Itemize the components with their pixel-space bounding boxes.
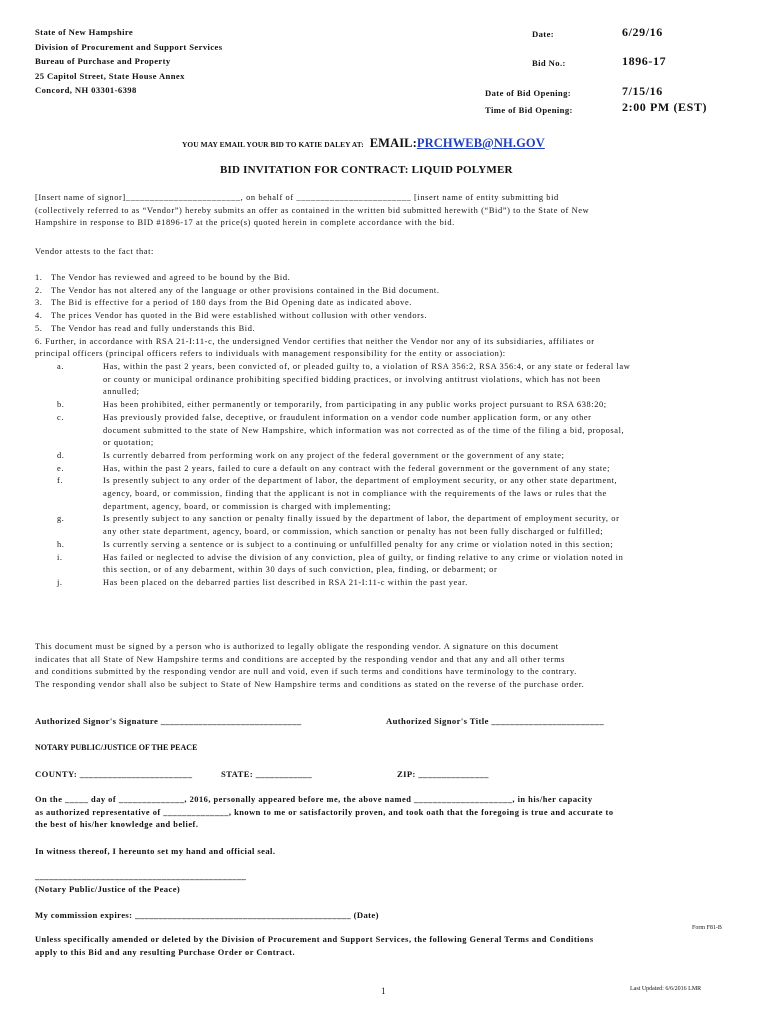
last-updated: Last Updated: 6/6/2016 LMR — [630, 986, 702, 992]
subitem-line: this section, or of any debarment, within 30 days of such conviction, plea, finding, or debarment; or — [103, 565, 498, 575]
list-number: 3. — [35, 298, 43, 308]
subitem-line: Is currently serving a sentence or is subject to a continuing or unfulfilled penalty for any crime or violation noted in this section; — [103, 539, 614, 549]
bid-opening-date-label: Date of Bid Opening: — [485, 88, 572, 98]
subitem — [35, 412, 735, 450]
on-the-line: the best of his/her knowledge and belief. — [35, 820, 199, 829]
subitem-letter: f. — [57, 476, 64, 486]
subitem-line: Is presently subject to any order of the department of labor, the department of employment security, or any other state department, — [103, 476, 618, 486]
on-the-line: as authorized representative of ______________, known to me or satisfactorily proven, and took oath that the foregoing is true and accurate to — [35, 807, 614, 817]
subitem-line: any other state department, agency, board, or commission, which sanction or penalty has not been fully discharged or fulfilled; — [103, 527, 604, 537]
notary-signature-line[interactable]: _____________________________________________ — [35, 871, 247, 881]
subitem — [35, 463, 735, 476]
email-instruction — [182, 136, 545, 151]
bid-no-value: 1896-17 — [622, 54, 667, 68]
state-field[interactable]: STATE: ____________ — [221, 769, 313, 779]
subitem-line: Has failed or neglected to advise the division of any conviction, plea of guilty, or finding relative to any crime or violation noted in — [103, 552, 624, 562]
subitem — [35, 399, 735, 412]
closing-paragraph — [35, 641, 735, 692]
list-text: The Vendor has not altered any of the language or other provisions contained in the Bid document. — [51, 285, 440, 295]
list-number: 4. — [35, 311, 43, 321]
intro-paragraph — [35, 192, 735, 230]
date-value: 6/29/16 — [622, 25, 663, 39]
list-item — [35, 310, 735, 323]
date-label: Date: — [532, 29, 555, 39]
list-number: 2. — [35, 285, 43, 295]
general-terms-line: apply to this Bid and any resulting Purchase Order or Contract. — [35, 947, 296, 957]
closing-line: The responding vendor shall also be subject to State of New Hampshire terms and conditions as stated on the reverse of the purchase order. — [35, 680, 585, 690]
subitem-line: Is currently debarred from performing work on any project of the federal government or the government of any state; — [103, 450, 565, 460]
subitem-line: or quotation; — [103, 438, 154, 448]
subitem-line: or county or municipal ordinance prohibiting specified bidding practices, or involving antitrust violations, which has not been — [103, 374, 601, 384]
intro-line: Hampshire in response to BID #1896-17 at the price(s) quoted herein in complete accordance with the bid. — [35, 218, 455, 228]
list-item — [35, 285, 735, 298]
bid-no-label: Bid No.: — [532, 58, 566, 68]
closing-line: indicates that all State of New Hampshire terms and conditions are accepted by the responding vendor and that any and all other terms — [35, 654, 566, 664]
agency-address — [35, 25, 223, 98]
item-6-line: principal officers (principal officers refers to individuals with management responsibility for the entity or association): — [35, 349, 506, 359]
document-title: BID INVITATION FOR CONTRACT: LIQUID POLYMER — [220, 164, 513, 176]
agency-line: Bureau of Purchase and Property — [35, 56, 171, 66]
county-field[interactable]: COUNTY: ________________________ — [35, 769, 193, 779]
list-text: The Vendor has reviewed and agreed to be bound by the Bid. — [51, 273, 291, 282]
general-terms — [35, 934, 745, 959]
subitem-line: department, agency, board, or commission is charged with implementing; — [103, 501, 392, 511]
commission-field[interactable]: My commission expires: ______________________________________________ (Date) — [35, 910, 379, 920]
list-text: The prices Vendor has quoted in the Bid were established without collusion with other vendors. — [51, 311, 428, 321]
subitem-line: Is presently subject to any sanction or penalty finally issued by the department of labor, the department of employment security, or — [103, 514, 620, 524]
list-item — [35, 272, 735, 285]
subitem — [35, 513, 735, 538]
subitem — [35, 577, 735, 590]
attests-heading: Vendor attests to the fact that: — [35, 247, 154, 256]
closing-line: This document must be signed by a person who is authorized to legally obligate the responding vendor. A signature on this document — [35, 642, 559, 651]
intro-line: [Insert name of signor]________________________, on behalf of ________________________ [insert name of entity submitting bid — [35, 193, 559, 202]
agency-line: Concord, NH 03301-6398 — [35, 85, 137, 95]
agency-line: Division of Procurement and Support Services — [35, 41, 223, 52]
bid-opening-time-value: 2:00 PM (EST) — [622, 100, 708, 114]
subitem — [35, 450, 735, 463]
on-the-line: On the _____ day of ______________, 2016, personally appeared before me, the above named _____________________, in his/her capacity — [35, 795, 593, 804]
email-prefix: YOU MAY EMAIL YOUR BID TO KATIE DALEY AT: — [182, 140, 364, 149]
general-terms-line: Unless specifically amended or deleted by the Division of Procurement and Support Services, the following General Terms and Conditions — [35, 935, 594, 944]
subitem-letter: j. — [57, 577, 63, 587]
subitem-letter: b. — [57, 400, 65, 410]
list-number: 5. — [35, 323, 43, 333]
closing-line: and conditions submitted by the responding vendor are null and void, even if such terms and conditions have terminology to the contrary. — [35, 667, 577, 677]
email-link[interactable]: PRCHWEB@NH.GOV — [416, 136, 545, 150]
subitem-line: Has, within the past 2 years, failed to cure a default on any contract with the federal government or the government of any state; — [103, 463, 611, 473]
attests-list — [35, 272, 735, 361]
zip-field[interactable]: ZIP: _______________ — [397, 769, 489, 779]
subitem-line: Has been placed on the debarred parties list described in RSA 21-I:11-c within the past year. — [103, 577, 468, 587]
subitem-letter: i. — [57, 552, 63, 562]
list-text: The Bid is effective for a period of 180 days from the Bid Opening date as indicated above. — [51, 298, 412, 308]
subitem-line: agency, board, or commission, finding that the applicant is not in compliance with the requirements of the laws or rules that the — [103, 489, 607, 499]
form-number: Form F81-B — [692, 925, 722, 931]
list-number: 1. — [35, 273, 43, 282]
subitem-line: Has previously provided false, deceptive, or fraudulent information on a vendor code number application form, or any other — [103, 412, 592, 422]
subitems-list — [35, 361, 735, 590]
notary-heading: NOTARY PUBLIC/JUSTICE OF THE PEACE — [35, 743, 198, 752]
list-item — [35, 297, 735, 310]
item-6-line: 6. Further, in accordance with RSA 21-I:11-c, the undersigned Vendor certifies that neither the Vendor nor any of its subsidiaries, affiliates or — [35, 336, 595, 346]
subitem — [35, 539, 735, 552]
intro-line: (collectively referred to as “Vendor”) hereby submits an offer as contained in the written bid submitted herewith (“Bid”) to the State of New — [35, 205, 590, 215]
page-number: 1 — [381, 986, 386, 996]
subitem-line: Has been prohibited, either permanently or temporarily, from participating in any public works project pursuant to RSA 638:20; — [103, 400, 607, 410]
bid-opening-time-label: Time of Bid Opening: — [485, 105, 573, 115]
subitem-letter: a. — [57, 362, 65, 371]
agency-line: State of New Hampshire — [35, 27, 134, 37]
subitem — [35, 361, 735, 399]
subitem-letter: d. — [57, 450, 65, 460]
notary-caption: (Notary Public/Justice of the Peace) — [35, 884, 181, 894]
subitem — [35, 475, 735, 513]
subitem-line: document submitted to the state of New Hampshire, which information was not corrected as of the time of the filing a bid, proposal, — [103, 425, 625, 435]
on-the-paragraph — [35, 794, 745, 832]
list-item — [35, 323, 735, 336]
subitem-letter: c. — [57, 412, 65, 422]
witness-statement: In witness thereof, I hereunto set my hand and official seal. — [35, 846, 276, 856]
subitem-letter: e. — [57, 463, 65, 473]
title-field[interactable]: Authorized Signor's Title ________________________ — [386, 716, 605, 726]
signature-field[interactable]: Authorized Signor's Signature ______________________________ — [35, 716, 302, 726]
subitem — [35, 552, 735, 577]
email-label: EMAIL: — [369, 136, 417, 150]
subitem-line: Has, within the past 2 years, been convicted of, or pleaded guilty to, a violation of RSA 356:2, RSA 356:4, or any state or federal law — [103, 362, 631, 371]
agency-line: 25 Capitol Street, State House Annex — [35, 70, 185, 81]
list-text: The Vendor has read and fully understands this Bid. — [51, 323, 256, 333]
subitem-letter: h. — [57, 539, 65, 549]
subitem-letter: g. — [57, 514, 65, 524]
subitem-line: annulled; — [103, 387, 140, 397]
bid-opening-date-value: 7/15/16 — [622, 84, 663, 98]
